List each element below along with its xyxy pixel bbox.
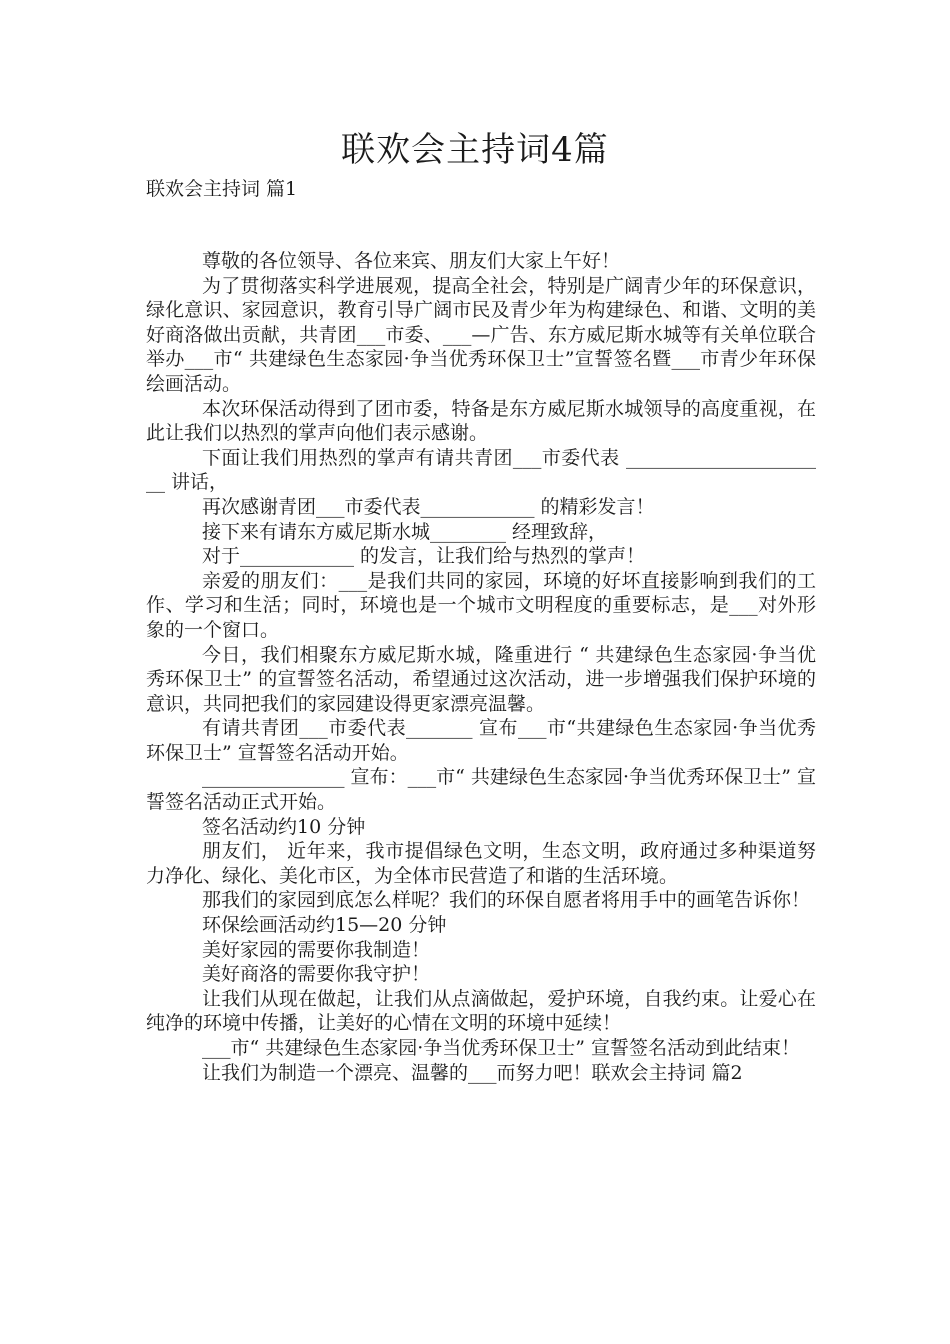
paragraph-greeting: 尊敬的各位领导、各位来宾、朋友们大家上午好！	[202, 250, 621, 272]
paragraph-start-now: 让我们从现在做起，让我们从点滴做起，爱护环境，自我约束。让爱心在纯净的环境中传播，让美好的心情在文明的环境中延续！	[146, 987, 816, 1035]
paragraph-volunteers: 那我们的家园到底怎么样呢？我们的环保自愿者将用手中的画笔告诉你！	[202, 889, 811, 912]
paragraph-thanks: 本次环保活动得到了团市委，特备是东方威尼斯水城领导的高度重视，在此让我们以热烈的掌声向他们表示感谢。	[146, 397, 816, 445]
section-heading: 联欢会主持词 篇1	[146, 178, 298, 200]
paragraph-dear-friends: 亲爱的朋友们：___是我们共同的家园，环境的好坏直接影响到我们的工作、学习和生活；同时，环境也是一个城市文明程度的重要标志，是___对外形象的一个窗口。	[146, 569, 816, 641]
document-title: 联欢会主持词4篇	[341, 130, 609, 170]
paragraph-applause: 对于____________ 的发言，让我们给与热烈的掌声！	[202, 545, 646, 568]
paragraph-green-civilization: 朋友们， 近年来，我市提倡绿色文明，生态文明，政府通过多种渠道努力净化、绿化、美化市区，为全体市民营造了和谐的生活环境。	[146, 840, 816, 887]
paragraph-thanks-again: 再次感谢青团___市委代表____________ 的精彩发言！	[202, 495, 655, 518]
paragraph-invite-speech: 下面让我们用热烈的掌声有请共青团___市委代表 ______________________ 讲话，	[146, 446, 816, 494]
paragraph-manager-speech: 接下来有请东方威尼斯水城________ 经理致辞，	[202, 520, 608, 543]
paragraph-closing: 让我们为制造一个漂亮、温馨的___而努力吧！联欢会主持词 篇2	[202, 1061, 743, 1084]
paragraph-announce-start: 有请共青团___市委代表_______ 宣布___市“共建绿色生态家园·争当优秀环保卫士” 宣誓签名活动开始。	[146, 717, 816, 764]
paragraph-today: 今日，我们相聚东方威尼斯水城，隆重进行 “ 共建绿色生态家园·争当优秀环保卫士” 的宣誓签名活动，希望通过这次活动，进一步增强我们保护环境的意识，共同把我们的家园建设得更家漂亮温馨。	[146, 643, 816, 715]
paragraph-painting-duration: 环保绘画活动约15—20 分钟	[202, 914, 447, 937]
paragraph-signing-duration: 签名活动约10 分钟	[202, 815, 366, 838]
paragraph-slogan-shangluo: 美好商洛的需要你我守护！	[202, 963, 431, 986]
paragraph-slogan-home: 美好家园的需要你我制造！	[202, 938, 431, 961]
paragraph-background: 为了贯彻落实科学进展观，提高全社会，特别是广阔青少年的环保意识，绿化意识、家园意识，教育引导广阔市民及青少年为构建绿色、和谐、文明的美好商洛做出贡献，共青团___市委、___—广告、东方威尼斯水城等有关单位联合举办___市“ 共建绿色生态家园·争当优秀环保卫士”宣誓签名暨___市青少年环保绘画活动。	[146, 274, 816, 395]
paragraph-official-start: _______________ 宣布：___市“ 共建绿色生态家园·争当优秀环保卫士” 宣誓签名活动正式开始。	[146, 766, 816, 814]
document-body	[146, 249, 816, 1085]
paragraph-event-end: ___市“ 共建绿色生态家园·争当优秀环保卫士” 宣誓签名活动到此结束！	[202, 1037, 801, 1059]
